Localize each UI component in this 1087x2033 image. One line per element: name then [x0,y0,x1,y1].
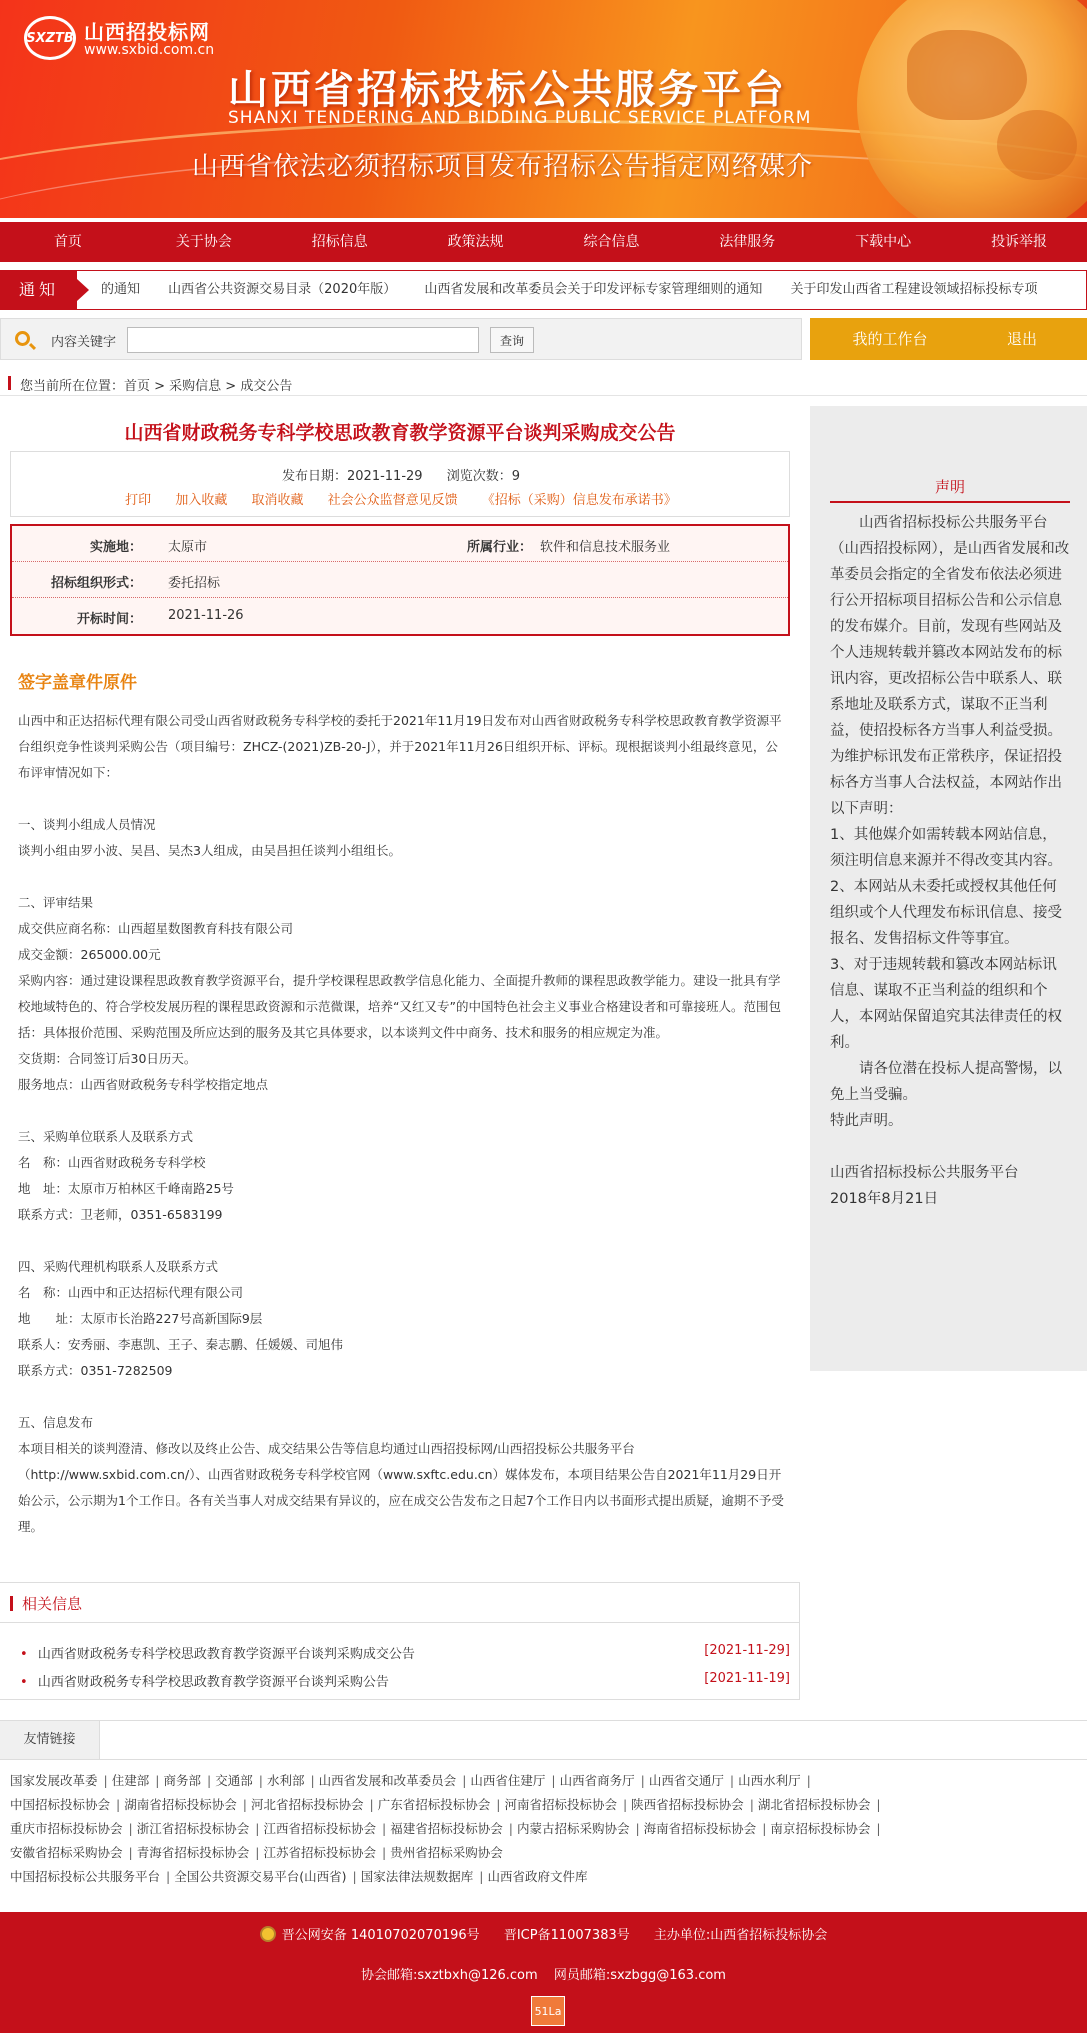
body-paragraph: 一、谈判小组成人员情况 [18,817,156,832]
friend-link[interactable]: 广东省招标投标协会 | [378,1797,501,1812]
nav-tender-info[interactable]: 招标信息 [311,234,368,250]
search-input[interactable] [127,327,479,353]
member-email[interactable]: 网员邮箱:sxzbgg@163.com [553,1968,726,1983]
body-paragraph: 成交供应商名称：山西超星数图教育科技有限公司 [18,921,294,936]
body-paragraph: 本项目相关的谈判澄清、修改以及终止公告、成交结果公告等信息均通过山西招投标网/山西招投标公共服务平台（http://www.sxbid.com.cn/）、山西省财政税务专科学校官网（www.sxftc.edu.cn）媒体发布，本项目结果公告自2021年11月29日开始公示，公示期为1个工作日。各有关当事人对成交结果有异议的，应在成交公告发布之日起7个工作日内以书面形式提出质疑，逾期不予受理。 [18,1441,784,1534]
body-paragraph: 地 址：太原市长治路227号高新国际9层 [18,1311,263,1326]
related-marker [10,1596,13,1611]
signed-original-link[interactable]: 签字盖章件原件 [18,673,137,693]
friend-links-row [10,1843,513,1861]
info-row [12,562,788,598]
friend-links [0,1720,1087,1910]
friend-link[interactable]: 中国招标投标协会 | [10,1797,120,1812]
footer-line-2 [0,1964,1087,1983]
body-paragraph [18,1228,786,1254]
friend-link[interactable]: 青海省招标投标协会 | [137,1845,260,1860]
body-paragraph: 名 称：山西省财政税务专科学校 [18,1155,206,1170]
police-record-text: 晋公网安备 14010702070196号 [281,1928,480,1943]
nav-downloads[interactable]: 下载中心 [855,234,912,250]
statement-paragraph: 特此声明。 [830,1113,903,1129]
friend-links-divider [0,1759,1087,1760]
friend-link[interactable]: 贵州省招标采购协会 [390,1845,503,1860]
icp-record[interactable]: 晋ICP备11007383号 [503,1928,630,1943]
related-item-title[interactable]: 山西省财政税务专科学校思政教育教学资源平台谈判采购公告 [37,1675,389,1690]
sponsor: 主办单位:山西省招标投标协会 [653,1928,828,1943]
related-header [0,1583,799,1623]
statement-paragraph: 2、本网站从未委托或授权其他任何组织或个人代理发布标讯信息、接受报名、发售招标文件等事宜。 [830,879,1062,947]
search-icon [15,331,30,346]
friend-link[interactable]: 国家发展改革委 | [10,1773,108,1788]
body-paragraph: 采购内容：通过建设课程思政教育教学资源平台，提升学校课程思政教学信息化能力、全面提升教师的课程思政教学能力。建设一批具有学校地域特色的、符合学校发展历程的课程思政资源和示范微课，培养“又红又专”的中国特色社会主义事业合格建设者和可靠接班人。范围包括：具体报价范围、采购范围及所应达到的服务及其它具体要求，以本谈判文件中商务、技术和服务的相应规定为准。 [18,973,781,1040]
police-badge-icon [260,1926,276,1942]
body-paragraph: 联系方式：0351-7282509 [18,1363,173,1378]
nav-policy[interactable]: 政策法规 [447,234,504,250]
friend-link[interactable]: 山西省政府文件库 [487,1869,588,1884]
body-paragraph: 交货期：合同签订后30日历天。 [18,1051,197,1066]
friend-links-tab[interactable]: 友情链接 [0,1721,100,1759]
body-paragraph: 名 称：山西中和正达招标代理有限公司 [18,1285,244,1300]
org-form-value: 委托招标 [168,576,221,591]
notice-item[interactable]: 的通知 [101,282,141,297]
commitment-link[interactable]: 《招标（采购）信息发布承诺书》 [481,493,677,508]
related-item-title[interactable]: 山西省财政税务专科学校思政教育教学资源平台谈判采购成交公告 [37,1647,415,1662]
friend-link[interactable]: 河北省招标投标协会 | [251,1797,374,1812]
friend-link[interactable]: 全国公共资源交易平台(山西省) | [174,1869,356,1884]
site-footer [0,1912,1087,2033]
project-info-box [10,524,790,636]
friend-links-row [10,1795,885,1813]
notice-item[interactable]: 山西省公共资源交易目录（2020年版） [168,282,397,297]
add-favorite-link[interactable]: 加入收藏 [175,493,228,508]
statement-body [830,510,1070,1212]
body-paragraph [18,786,786,812]
body-paragraph: 三、采购单位联系人及联系方式 [18,1129,194,1144]
association-email[interactable]: 协会邮箱:sxztbxh@126.com [361,1968,538,1983]
related-info [0,1582,800,1700]
info-row [12,526,788,562]
nav-general-info[interactable]: 综合信息 [583,234,640,250]
body-paragraph: 地 址：太原市万柏林区千峰南路25号 [18,1181,234,1196]
friend-link[interactable]: 江西省招标投标协会 | [263,1821,386,1836]
friend-link[interactable]: 安徽省招标采购协会 | [10,1845,133,1860]
friend-link[interactable]: 湖北省招标投标协会 | [758,1797,881,1812]
notice-marquee [101,271,1076,309]
body-paragraph: 山西中和正达招标代理有限公司受山西省财政税务专科学校的委托于2021年11月19日发布对山西省财政税务专科学校思政教育教学资源平台组织竞争性谈判采购公告（项目编号：ZHCZ-(2021)ZB-20-J），并于2021年11月26日组织开标、评标。现根据谈判小组最终意见，公布评审情况如下： [18,713,782,780]
logout-button[interactable]: 退出 [957,318,1087,360]
friend-link[interactable]: 山西省发展和改革委员会 | [319,1773,467,1788]
footer-line-1 [0,1924,1087,1943]
related-item-date: [2021-11-19] [704,1671,790,1686]
friend-link[interactable]: 交通部 | [215,1773,263,1788]
friend-link[interactable]: 浙江省招标投标协会 | [137,1821,260,1836]
related-item-date: [2021-11-29] [704,1643,790,1658]
related-item[interactable] [20,1643,790,1662]
search-label: 内容关键字 [51,335,117,350]
friend-link[interactable]: 山西水利厅 | [738,1773,811,1788]
police-record[interactable] [260,1928,480,1943]
body-paragraph: 二、评审结果 [18,895,94,910]
nav-home[interactable]: 首页 [53,234,82,250]
friend-link[interactable]: 河南省招标投标协会 | [504,1797,627,1812]
statement-paragraph: 山西省招标投标公共服务平台（山西招投标网），是山西省发展和改革委员会指定的全省发布依法必须进行公开招标项目招标公告和公示信息的发布媒介。目前，发现有些网站及个人违规转载并篡改本网站发布的标讯内容，更改招标公告中联系人、联系地址及联系方式，谋取不正当利益，使招投标各方当事人利益受损。为维护标讯发布正常秩序，保证招投标各方当事人合法权益，本网站作出以下声明： [830,515,1070,817]
related-title: 相关信息 [22,1595,83,1613]
friend-links-row [10,1867,597,1885]
workspace-button[interactable]: 我的工作台 [810,318,970,360]
platform-title: 山西省招标投标公共服务平台 [228,67,787,113]
friend-link[interactable]: 南京招标投标协会 | [770,1821,880,1836]
body-paragraph: 成交金额：265000.00元 [18,947,161,962]
body-paragraph [18,1098,786,1124]
location-value: 太原市 [168,540,208,555]
statement-paragraph: 1、其他媒介如需转载本网站信息，须注明信息来源并不得改变其内容。 [830,827,1062,869]
friend-links-row [10,1771,815,1789]
friend-links-row [10,1819,885,1837]
body-paragraph: 五、信息发布 [18,1415,94,1430]
statement-title: 声明 [830,476,1070,503]
friend-link[interactable]: 住建部 | [112,1773,160,1788]
view-count: 浏览次数：9 [446,469,520,484]
article-actions [11,489,791,508]
body-paragraph: 谈判小组由罗小波、吴昌、吴杰3人组成，由吴昌担任谈判小组组长。 [18,843,401,858]
body-paragraph: 联系人：安秀丽、李惠凯、王子、秦志鹏、任媛媛、司旭伟 [18,1337,344,1352]
breadcrumb-text[interactable]: 您当前所在位置：首页 > 采购信息 > 成交公告 [20,379,293,394]
friend-link[interactable]: 中国招标投标公共服务平台 | [10,1869,170,1884]
friend-link[interactable]: 水利部 | [267,1773,315,1788]
notice-bar [0,270,1087,310]
body-paragraph [18,864,786,890]
main-nav [0,222,1087,262]
site-url: www.sxbid.com.cn [84,42,215,58]
friend-link[interactable]: 商务部 | [163,1773,211,1788]
friend-link[interactable]: 江苏省招标投标协会 | [263,1845,386,1860]
open-time-label: 开标时间： [76,612,142,627]
friend-link[interactable]: 陕西省招标投标协会 | [631,1797,754,1812]
publish-date: 发布日期：2021-11-29 [282,469,423,484]
stats-badge[interactable]: 51La [531,1996,565,2026]
statement-paragraph: 3、对于违规转载和篡改本网站标讯信息、谋取不正当利益的组织和个人，本网站保留追究其法律责任的权利。 [830,957,1062,1051]
article-title: 山西省财政税务专科学校思政教育教学资源平台谈判采购成交公告 [124,422,676,444]
industry-label: 所属行业： [466,540,532,555]
friend-link[interactable]: 山西省商务厅 | [560,1773,645,1788]
print-link[interactable]: 打印 [125,493,152,508]
related-item[interactable] [20,1671,790,1690]
org-form-label: 招标组织形式： [50,576,142,591]
feedback-link[interactable]: 社会公众监督意见反馈 [327,493,458,508]
body-paragraph: 四、采购代理机构联系人及联系方式 [18,1259,219,1274]
meta-line [11,465,791,484]
friend-link[interactable]: 海南省招标投标协会 | [644,1821,767,1836]
friend-link[interactable]: 山西省交通厅 | [649,1773,734,1788]
breadcrumb-marker [8,376,11,390]
nav-about[interactable]: 关于协会 [175,234,232,250]
nav-complaints[interactable]: 投诉举报 [991,234,1048,250]
statement-paragraph: 2018年8月21日 [830,1191,939,1207]
site-name: 山西招投标网 [84,20,210,44]
nav-legal[interactable]: 法律服务 [719,234,776,250]
friend-link[interactable]: 福建省招标投标协会 | [390,1821,513,1836]
open-time-value: 2021-11-26 [168,608,244,623]
header-banner [0,0,1087,218]
body-paragraph: 服务地点：山西省财政税务专科学校指定地点 [18,1077,269,1092]
info-row [12,598,788,634]
notice-item[interactable]: 关于印发山西省工程建设领域招标投标专项 [790,282,1038,297]
search-bar [0,318,802,360]
statement-paragraph: 山西省招标投标公共服务平台 [830,1165,1019,1181]
statement-sidebar [810,406,1087,1371]
site-logo[interactable]: SXZTB [24,16,76,60]
remove-favorite-link[interactable]: 取消收藏 [251,493,304,508]
friend-link[interactable]: 国家法律法规数据库 | [361,1869,484,1884]
friend-link[interactable]: 内蒙古招标采购协会 | [517,1821,640,1836]
statement-paragraph [830,1134,1070,1160]
article-body [18,708,786,1540]
industry-value: 软件和信息技术服务业 [540,540,671,555]
body-paragraph [18,1384,786,1410]
globe-icon [857,0,1087,218]
statement-paragraph: 请各位潜在投标人提高警惕，以免上当受骗。 [830,1061,1062,1103]
notice-item[interactable]: 山西省发展和改革委员会关于印发评标专家管理细则的通知 [424,282,763,297]
friend-link[interactable]: 湖南省招标投标协会 | [124,1797,247,1812]
article-meta [10,451,790,517]
breadcrumb [0,372,1087,396]
search-button[interactable]: 查询 [490,327,534,353]
platform-subtitle: SHANXI TENDERING AND BIDDING PUBLIC SERVICE PLATFORM [228,108,812,128]
friend-link[interactable]: 重庆市招标投标协会 | [10,1821,133,1836]
friend-link[interactable]: 山西省住建厅 | [470,1773,555,1788]
notice-label: 通知 [1,271,77,309]
location-label: 实施地： [89,540,142,555]
body-paragraph: 联系方式：卫老师，0351-6583199 [18,1207,223,1222]
platform-slogan: 山西省依法必须招标项目发布招标公告指定网络媒介 [192,152,814,182]
